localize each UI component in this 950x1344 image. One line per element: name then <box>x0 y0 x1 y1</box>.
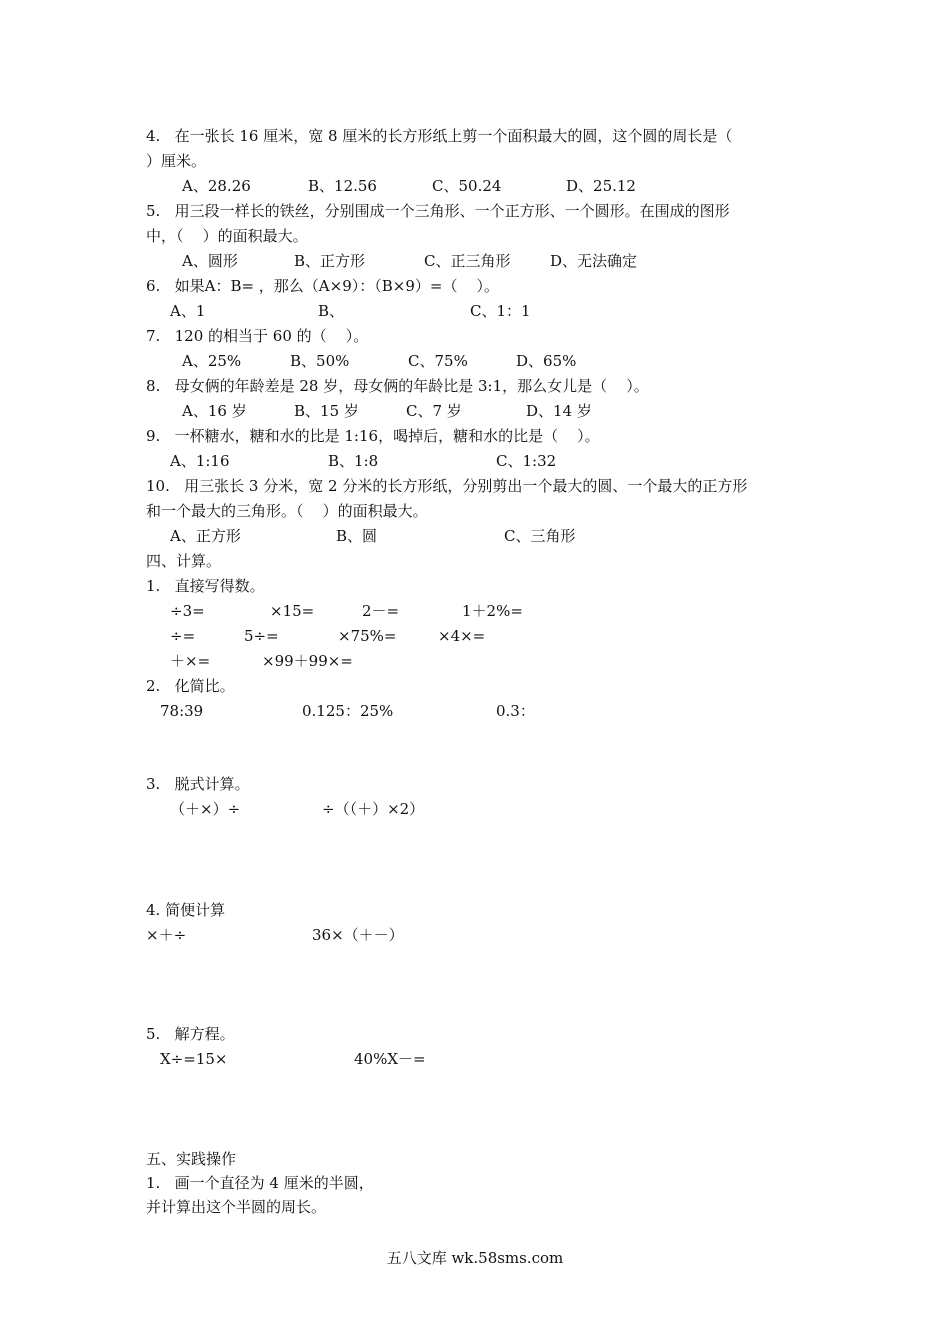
s1-row3-item2: ×99＋99×= <box>262 652 353 670</box>
s5-item1: X÷=15× <box>160 1050 228 1068</box>
section5-line1: 1. 画一个直径为 4 厘米的半圆， <box>146 1174 374 1192</box>
q4-option-d: D、25.12 <box>566 177 636 195</box>
q9-option-a: A、1:16 <box>170 452 230 470</box>
s2-item2: 0.125：25% <box>302 702 394 720</box>
s1-row3-item1: ＋×= <box>170 652 211 670</box>
s4-item1: ×＋÷ <box>146 926 187 944</box>
q7-option-c: C、75% <box>408 352 468 370</box>
q4-option-b: B、12.56 <box>308 177 377 195</box>
q6-option-b: B、 <box>318 302 345 320</box>
s3-heading: 3. 脱式计算。 <box>146 775 250 793</box>
s1-row1-item3: 2－= <box>362 602 400 620</box>
s1-heading: 1. 直接写得数。 <box>146 577 265 595</box>
s2-heading: 2. 化简比。 <box>146 677 235 695</box>
q10-option-a: A、正方形 <box>170 527 241 545</box>
s1-row2-item4: ×4×= <box>438 627 486 645</box>
s2-item1: 78:39 <box>160 702 204 720</box>
q5-text-line2: 中，（ ）的面积最大。 <box>146 227 308 245</box>
s5-heading: 5. 解方程。 <box>146 1025 235 1043</box>
s1-row1-item1: ÷3= <box>170 602 205 620</box>
s1-row1-item2: ×15= <box>270 602 315 620</box>
q10-option-b: B、圆 <box>336 527 378 545</box>
q10-text-line2: 和一个最大的三角形。（ ）的面积最大。 <box>146 502 428 520</box>
q5-option-a: A、圆形 <box>182 252 238 270</box>
s4-item2: 36×（＋－） <box>312 926 404 944</box>
q4-text-line2: ）厘米。 <box>146 152 207 170</box>
q5-text-line1: 5. 用三段一样长的铁丝，分别围成一个三角形、一个正方形、一个圆形。在围成的图形 <box>146 202 730 220</box>
q6-text: 6. 如果A：B= ，那么（A×9）：（B×9）=（ ）。 <box>146 277 500 295</box>
q5-option-d: D、无法确定 <box>550 252 638 270</box>
q4-option-a: A、28.26 <box>182 177 251 195</box>
section4-title: 四、计算。 <box>146 552 222 570</box>
q5-option-b: B、正方形 <box>294 252 366 270</box>
q9-text: 9. 一杯糖水，糖和水的比是 1:16，喝掉后，糖和水的比是（ ）。 <box>146 427 600 445</box>
s3-item1: （＋×）÷ <box>170 800 241 818</box>
q8-option-c: C、7 岁 <box>406 402 462 420</box>
section5-line2: 并计算出这个半圆的周长。 <box>146 1198 327 1216</box>
q4-text-line1: 4. 在一张长 16 厘米，宽 8 厘米的长方形纸上剪一个面积最大的圆，这个圆的周长是（ <box>146 127 733 145</box>
q6-option-c: C、1：1 <box>470 302 531 320</box>
q7-option-b: B、50% <box>290 352 350 370</box>
s5-item2: 40%X－= <box>354 1050 426 1068</box>
q8-option-b: B、15 岁 <box>294 402 359 420</box>
q4-option-c: C、50.24 <box>432 177 502 195</box>
q7-text: 7. 120 的相当于 60 的（ ）。 <box>146 327 369 345</box>
s1-row2-item3: ×75%= <box>338 627 397 645</box>
s3-item2: ÷（（＋）×2） <box>322 800 425 818</box>
q8-option-a: A、16 岁 <box>182 402 247 420</box>
q9-option-b: B、1:8 <box>328 452 379 470</box>
s1-row1-item4: 1＋2%= <box>462 602 523 620</box>
s1-row2-item1: ÷= <box>170 627 196 645</box>
q10-text-line1: 10. 用三张长 3 分米，宽 2 分米的长方形纸，分别剪出一个最大的圆、一个最大的正方形 <box>146 477 748 495</box>
q10-option-c: C、三角形 <box>504 527 576 545</box>
q8-text: 8. 母女俩的年龄差是 28 岁，母女俩的年龄比是 3:1，那么女儿是（ ）。 <box>146 377 649 395</box>
q7-option-d: D、65% <box>516 352 577 370</box>
q9-option-c: C、1:32 <box>496 452 557 470</box>
s4-heading: 4. 简便计算 <box>146 901 226 919</box>
s2-item3: 0.3： <box>496 702 535 720</box>
q6-option-a: A、1 <box>170 302 206 320</box>
q7-option-a: A、25% <box>182 352 242 370</box>
q8-option-d: D、14 岁 <box>526 402 592 420</box>
section5-title: 五、实践操作 <box>146 1150 237 1168</box>
s1-row2-item2: 5÷= <box>244 627 279 645</box>
q5-option-c: C、正三角形 <box>424 252 511 270</box>
footer-watermark: 五八文库 wk.58sms.com <box>386 1249 564 1267</box>
